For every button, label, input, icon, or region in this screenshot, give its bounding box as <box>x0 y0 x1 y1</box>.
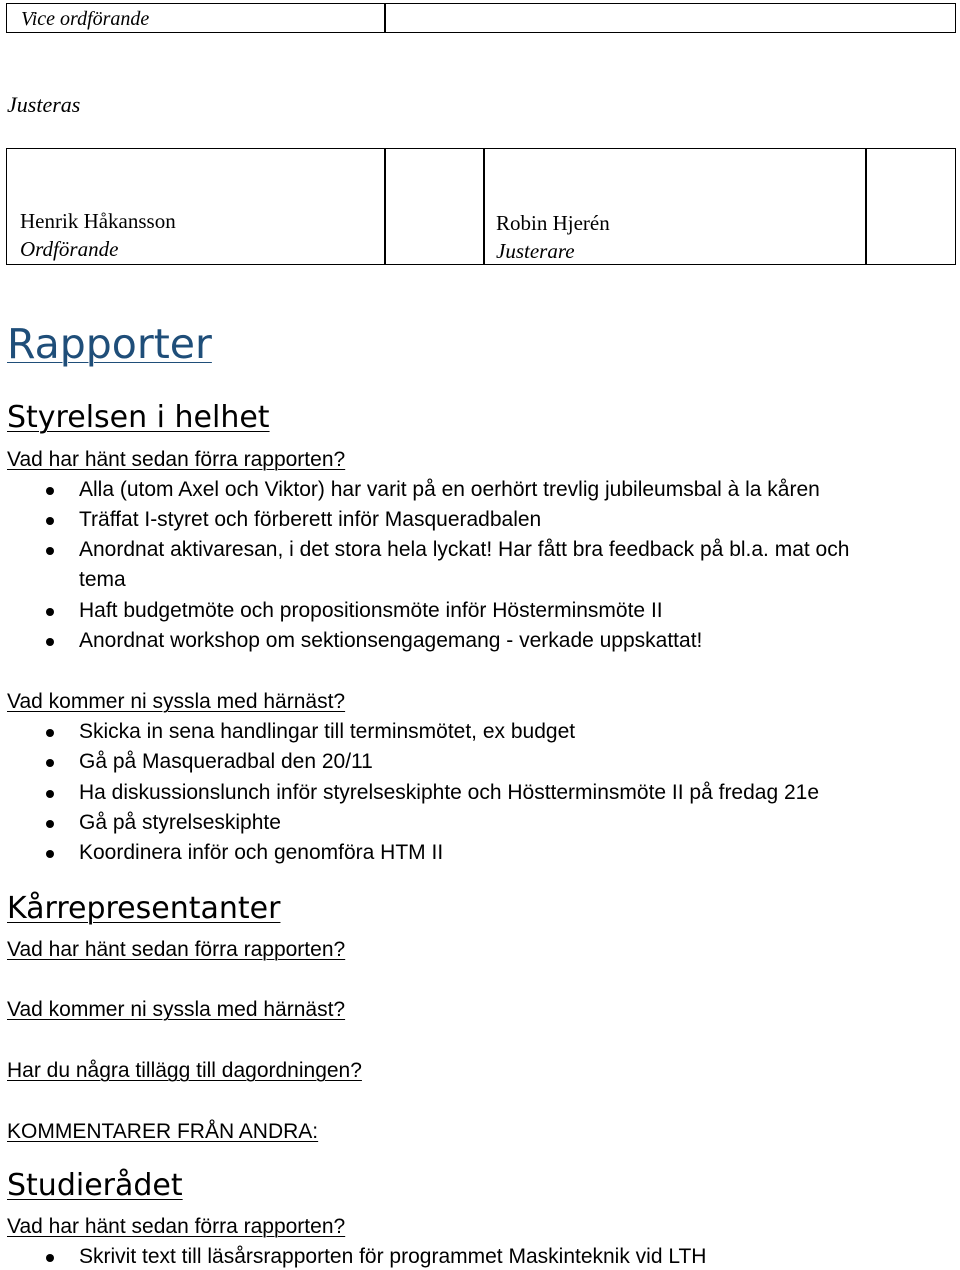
bullet-icon <box>46 608 54 616</box>
list-item: Anordnat aktivaresan, i det stora hela lyckat! Har fått bra feedback på bl.a. mat och <box>79 538 850 561</box>
question-whats-next: Vad kommer ni syssla med härnäst? <box>7 690 346 713</box>
list-item: Träffat I-styret och förberett inför Masqueradbalen <box>79 508 542 531</box>
signature-name: Robin Hjerén <box>496 211 610 235</box>
list-item: Alla (utom Axel och Viktor) har varit på en oerhört trevlig jubileumsbal à la kåren <box>79 478 820 501</box>
signature-cell-blank-2 <box>865 148 956 265</box>
bullet-icon <box>46 517 54 525</box>
section-title-studieradet: Studierådet <box>7 1168 183 1203</box>
bullet-icon <box>46 850 54 858</box>
list-item: Skicka in sena handlingar till terminsmötet, ex budget <box>79 720 576 743</box>
list-item: Koordinera inför och genomföra HTM II <box>79 841 444 864</box>
table-cell-empty <box>384 3 956 33</box>
vice-ordforande-text: Vice ordförande <box>21 8 150 30</box>
bullet-icon <box>46 790 54 798</box>
signature-role: Ordförande <box>20 237 119 261</box>
comments-from-others: KOMMENTARER FRÅN ANDRA: <box>7 1120 319 1143</box>
bullet-icon <box>46 759 54 767</box>
section-title-karrepresentanter: Kårrepresentanter <box>7 891 281 926</box>
signature-cell-blank-1 <box>384 148 485 265</box>
bullet-icon <box>46 729 54 737</box>
bullet-icon <box>46 547 54 555</box>
list-item: Haft budgetmöte och propositionsmöte inför Hösterminsmöte II <box>79 599 663 622</box>
rapporter-heading: Rapporter <box>7 320 212 368</box>
question-whats-next: Vad kommer ni syssla med härnäst? <box>7 998 346 1021</box>
list-item: Ha diskussionslunch inför styrelseskiphte och Höstterminsmöte II på fredag 21e <box>79 781 820 804</box>
bullet-icon <box>46 487 54 495</box>
bullet-icon <box>46 1254 54 1262</box>
signature-cell-justerare <box>483 148 867 265</box>
signature-cell-ordforande <box>6 148 386 265</box>
list-item-continuation: tema <box>79 568 126 591</box>
list-item: Gå på Masqueradbal den 20/11 <box>79 750 373 773</box>
list-item: Skrivit text till läsårsrapporten för programmet Maskinteknik vid LTH <box>79 1245 707 1268</box>
signature-role: Justerare <box>496 239 575 263</box>
bullet-icon <box>46 638 54 646</box>
table-cell-vice-ordforande <box>6 3 386 33</box>
signature-name: Henrik Håkansson <box>20 209 176 233</box>
question-what-happened: Vad har hänt sedan förra rapporten? <box>7 1215 346 1238</box>
question-what-happened: Vad har hänt sedan förra rapporten? <box>7 448 346 471</box>
list-item: Anordnat workshop om sektionsengagemang - verkade uppskattat! <box>79 629 703 652</box>
justeras-label: Justeras <box>7 92 81 117</box>
section-title-styrelsen: Styrelsen i helhet <box>7 400 270 435</box>
list-item: Gå på styrelseskiphte <box>79 811 281 834</box>
bullet-icon <box>46 820 54 828</box>
question-agenda-additions: Har du några tillägg till dagordningen? <box>7 1059 362 1082</box>
question-what-happened: Vad har hänt sedan förra rapporten? <box>7 938 346 961</box>
